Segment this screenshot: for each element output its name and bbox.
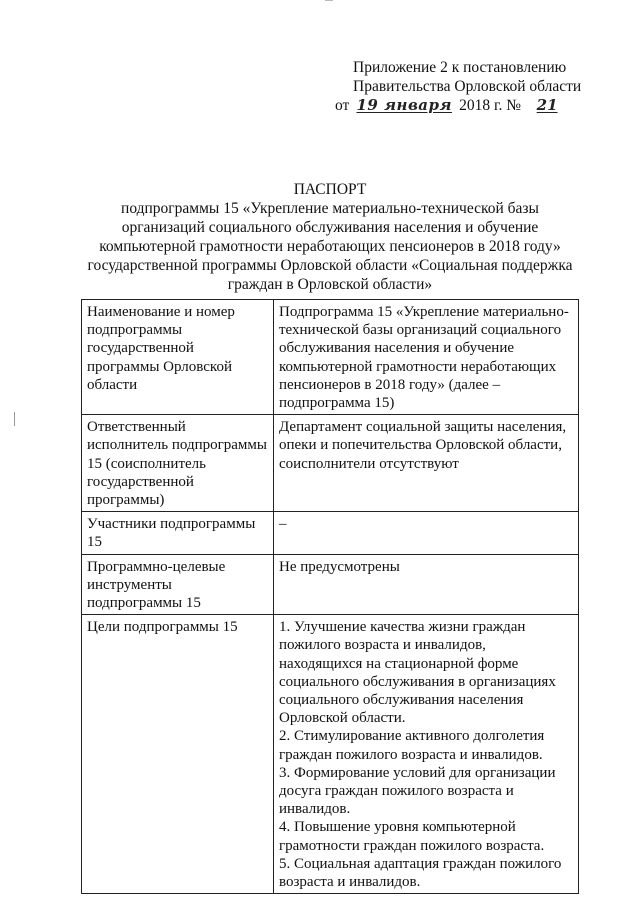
- table-row: [82, 415, 579, 512]
- document-title: ПАСПОРТ: [293, 181, 367, 198]
- goals-label: Цели подпрограммы 15: [82, 615, 274, 894]
- row-value: Подпрограмма 15 «Укрепление материально-технической базы организаций социального обслуживания населения и обучение компьютерной грамотности неработающих пенсионеров в 2018 году» (далее – подпрограмма 15): [274, 300, 579, 415]
- row-label: Участники подпрограммы 15: [82, 512, 274, 554]
- goal-item: 1. Улучшение качества жизни граждан пожилого возраста и инвалидов, находящихся на стационарной форме социального обслуживания в организациях социального обслуживания населения Орловской области.: [279, 619, 556, 727]
- approval-line-2: Правительства Орловской области: [353, 78, 582, 95]
- table-row: [82, 300, 579, 415]
- table-row: [82, 512, 579, 554]
- scan-artifact: [14, 412, 15, 426]
- approval-stamp-block: [335, 58, 595, 115]
- goal-item: 5. Социальная адаптация граждан пожилого возраста и инвалидов.: [279, 855, 562, 891]
- row-label: Программно-целевые инструменты подпрограммы 15: [82, 554, 274, 615]
- goal-item: 2. Стимулирование активного долголетия граждан пожилого возраста и инвалидов.: [279, 728, 545, 763]
- scan-artifact: [325, 0, 333, 1]
- approval-date-line: [335, 96, 595, 115]
- approval-line-1: Приложение 2 к постановлению: [353, 59, 567, 76]
- table-row-goals: [82, 615, 579, 894]
- goal-item: 3. Формирование условий для организации досуга граждан пожилого возраста и инвалидов.: [279, 764, 556, 818]
- table-row: [82, 554, 579, 615]
- handwritten-date: 19 января: [356, 96, 452, 114]
- goals-list: [274, 615, 579, 894]
- row-value: Не предусмотрены: [274, 554, 579, 615]
- document-title-block: [80, 180, 580, 294]
- approval-year: 2018 г. №: [459, 97, 522, 114]
- document-subtitle: подпрограммы 15 «Укрепление материально-технической базы организаций социального обслуживания населения и обучение компьютерной грамотности неработающих пенсионеров в 2018 году» государственной программы Орловской области «Социальная поддержка граждан в Орловской области»: [87, 200, 573, 293]
- row-label: Ответственный исполнитель подпрограммы 15 (соисполнитель государственной программы): [82, 415, 274, 512]
- handwritten-number: 21: [536, 96, 558, 114]
- row-value: Департамент социальной защиты населения, опеки и попечительства Орловской области, соисполнители отсутствуют: [274, 415, 579, 512]
- row-label: Наименование и номер подпрограммы государственной программы Орловской области: [82, 300, 274, 415]
- row-value: –: [274, 512, 579, 554]
- passport-table: [81, 299, 579, 894]
- goal-item: 4. Повышение уровня компьютерной грамотности граждан пожилого возраста.: [279, 819, 545, 854]
- approval-from-prefix: от: [335, 97, 350, 114]
